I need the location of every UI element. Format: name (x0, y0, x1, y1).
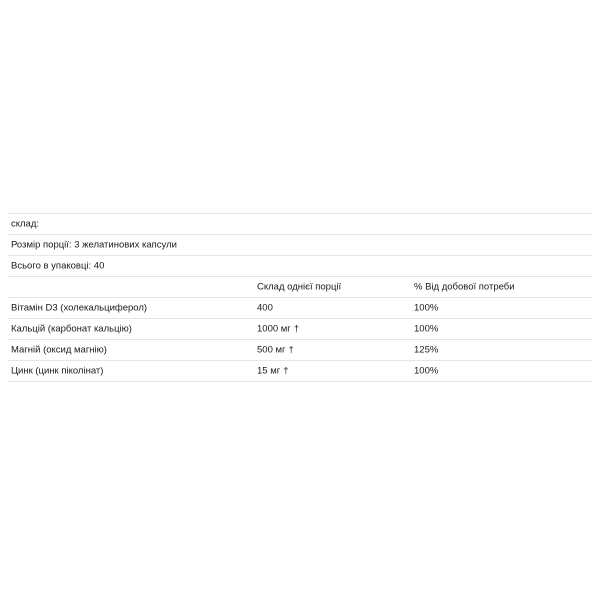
servings-per-container-text: Всього в упаковці: 40 (11, 260, 105, 272)
amount-value: 15 мг (257, 365, 281, 377)
table-header-row (8, 277, 592, 298)
amount-value: 400 (257, 302, 273, 314)
ingredient-amount (257, 366, 289, 377)
ingredient-name: Вітамін D3 (холекальциферол) (11, 302, 148, 314)
amount-value: 500 мг (257, 344, 286, 356)
table-row (8, 319, 592, 340)
ingredient-daily-value: 100% (414, 323, 439, 335)
ingredient-daily-value: 100% (414, 302, 439, 314)
ingredient-amount (257, 345, 294, 356)
ingredient-name: Цинк (цинк піколінат) (11, 365, 104, 377)
amount-value: 1000 мг (257, 323, 291, 335)
ingredient-name: Кальцій (карбонат кальцію) (11, 323, 132, 335)
ingredient-name: Магній (оксид магнію) (11, 344, 107, 356)
table-row (8, 298, 592, 319)
dagger-mark: † (283, 365, 289, 377)
column-header-daily-value: % Від добової потреби (414, 281, 515, 293)
supplement-facts-table (8, 213, 592, 382)
serving-size-row (8, 235, 592, 256)
ingredient-daily-value: 100% (414, 365, 439, 377)
composition-heading: склад: (11, 218, 40, 230)
ingredient-daily-value: 125% (414, 344, 439, 356)
table-row (8, 361, 592, 382)
column-header-amount: Склад однієї порції (257, 281, 342, 293)
dagger-mark: † (288, 344, 294, 356)
table-row (8, 340, 592, 361)
ingredient-amount (257, 303, 276, 314)
ingredient-amount (257, 324, 299, 335)
composition-heading-row (8, 214, 592, 235)
servings-per-container-row (8, 256, 592, 277)
dagger-mark: † (293, 323, 300, 335)
serving-size-text: Розмір порції: 3 желатинових капсули (11, 239, 177, 251)
